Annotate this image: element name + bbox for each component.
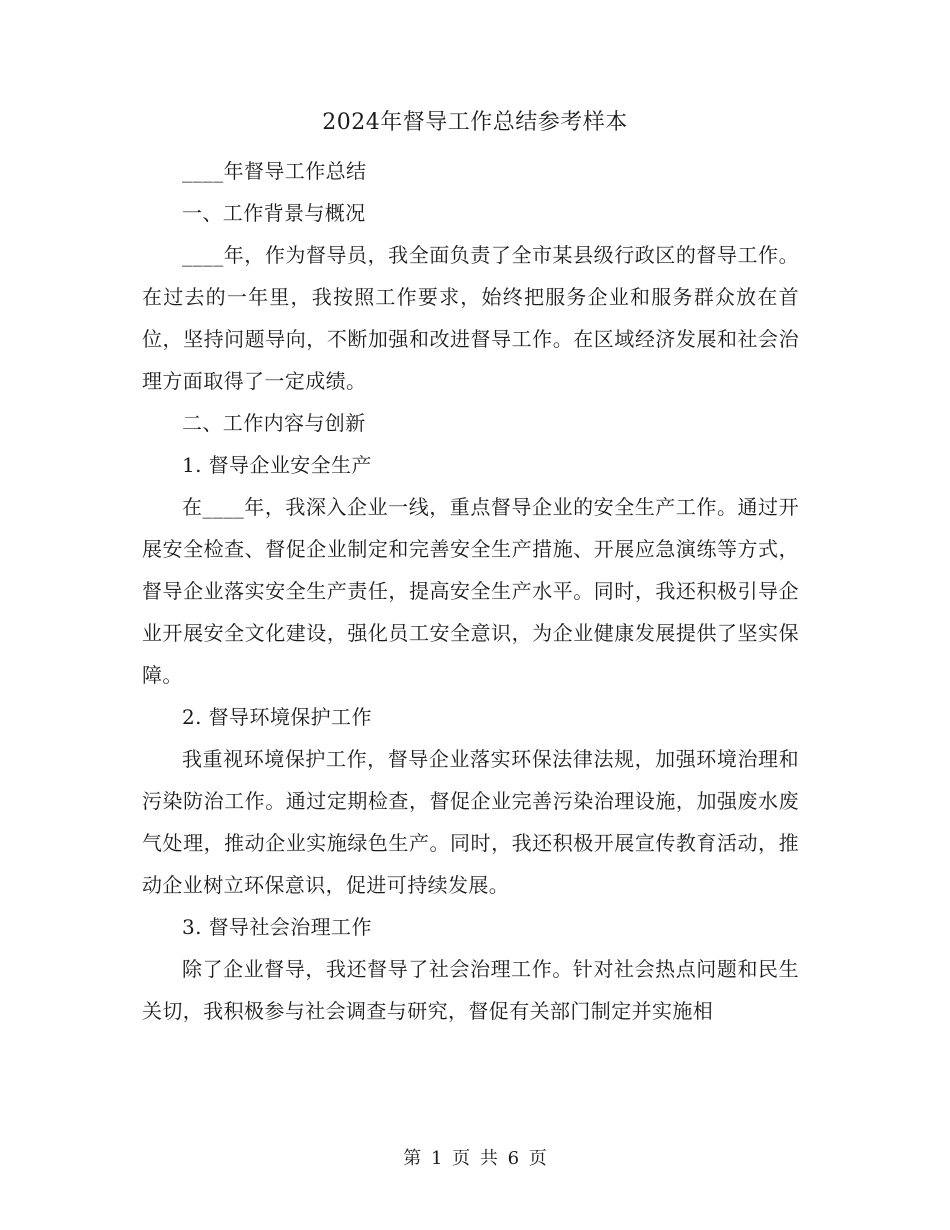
- governance-paragraph: 除了企业督导，我还督导了社会治理工作。针对社会热点问题和民生关切，我积极参与社会调查与研究，督促有关部门制定并实施相: [142, 957, 799, 1023]
- section-heading-background: 一、工作背景与概况: [182, 201, 366, 225]
- background-paragraph: ____年，作为督导员，我全面负责了全市某县级行政区的督导工作。在过去的一年里，我按照工作要求，始终把服务企业和服务群众放在首位，坚持问题导向，不断加强和改进督导工作。在区域经济发展和社会治理方面取得了一定成绩。: [142, 243, 799, 393]
- safety-paragraph: 在____年，我深入企业一线，重点督导企业的安全生产工作。通过开展安全检查、督促企业制定和完善安全生产措施、开展应急演练等方式，督导企业落实安全生产责任，提高安全生产水平。同时，我还积极引导企业开展安全文化建设，强化员工安全意识，为企业健康发展提供了坚实保障。: [142, 495, 799, 687]
- section-heading-content: 二、工作内容与创新: [182, 411, 366, 435]
- subheading-environment: 2. 督导环境保护工作: [182, 705, 372, 729]
- environment-paragraph: 我重视环境保护工作，督导企业落实环保法律法规，加强环境治理和污染防治工作。通过定期检查，督促企业完善污染治理设施，加强废水废气处理，推动企业实施绿色生产。同时，我还积极开展宣传教育活动，推动企业树立环保意识，促进可持续发展。: [142, 747, 799, 897]
- document-title: 2024年督导工作总结参考样本: [322, 110, 628, 135]
- subheading-safety: 1. 督导企业安全生产: [182, 453, 372, 477]
- subheading-governance: 3. 督导社会治理工作: [182, 915, 372, 939]
- subtitle-paragraph: ____年督导工作总结: [182, 159, 367, 183]
- document-body: [142, 150, 799, 1032]
- page-number-footer: 第 1 页 共 6 页: [403, 1148, 547, 1169]
